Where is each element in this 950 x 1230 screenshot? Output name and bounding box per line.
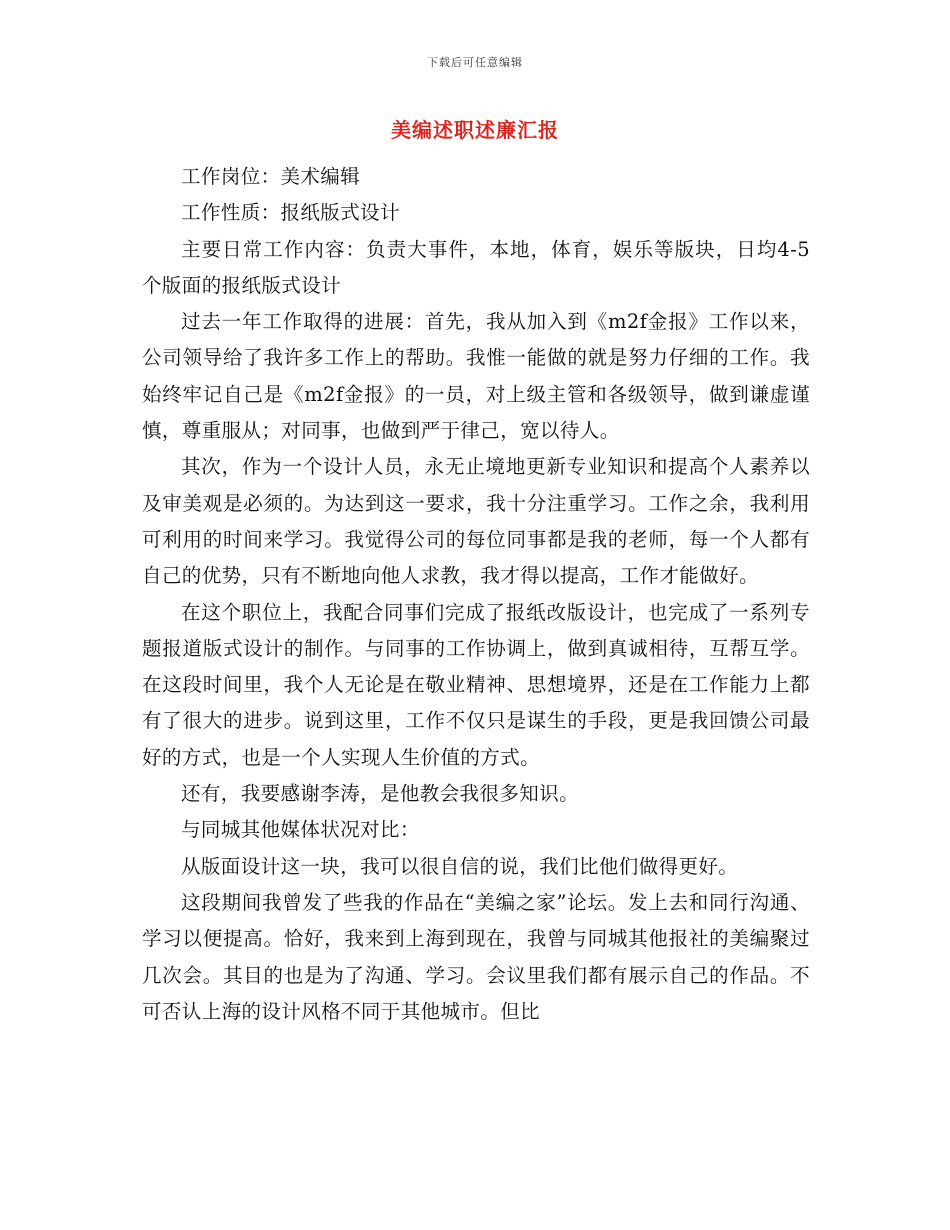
document-title: 美编述职述廉汇报 xyxy=(391,118,559,142)
paragraph-daily-work: 主要日常工作内容：负责大事件，本地，体育，娱乐等版块，日均4-5个版面的报纸版式设计 xyxy=(142,237,810,297)
page-header-note: 下载后可任意编辑 xyxy=(427,56,523,69)
paragraph-nature: 工作性质：报纸版式设计 xyxy=(181,201,400,225)
paragraph-comparison: 从版面设计这一块，我可以很自信的说，我们比他们做得更好。 xyxy=(181,854,739,878)
paragraph-learning: 其次，作为一个设计人员，永无止境地更新专业知识和提高个人素养以及审美观是必须的。为达到这一要求，我十分注重学习。工作之余，我利用可利用的时间来学习。我觉得公司的每位同事都是我的老师，每一个人都有自己的优势，只有不断地向他人求教，我才得以提高，工作才能做好。 xyxy=(142,455,810,588)
document-body xyxy=(142,159,810,1030)
paragraph-redesign: 在这个职位上，我配合同事们完成了报纸改版设计，也完成了一系列专题报道版式设计的制作。与同事的工作协调上，做到真诚相待，互帮互学。在这段时间里，我个人无论是在敬业精神、思想境界，还是在工作能力上都有了很大的进步。说到这里，工作不仅只是谋生的手段，更是我回馈公司最好的方式，也是一个人实现人生价值的方式。 xyxy=(142,600,810,769)
paragraph-thanks: 还有，我要感谢李涛，是他教会我很多知识。 xyxy=(181,782,580,806)
paragraph-position: 工作岗位：美术编辑 xyxy=(181,165,361,188)
paragraph-forum: 这段期间我曾发了些我的作品在“美编之家”论坛。发上去和同行沟通、学习以便提高。恰好，我来到上海到现在，我曾与同城其他报社的美编聚过几次会。其目的也是为了沟通、学习。会议里我们都有展示自己的作品。不可否认上海的设计风格不同于其他城市。但比 xyxy=(142,890,810,1023)
paragraph-comparison-heading: 与同城其他媒体状况对比： xyxy=(181,818,420,842)
paragraph-progress: 过去一年工作取得的进展：首先，我从加入到《m2f金报》工作以来，公司领导给了我许多工作上的帮助。我惟一能做的就是努力仔细的工作。我始终牢记自己是《m2f金报》的一员，对上级主管和各级领导，做到谦虚谨慎，尊重服从；对同事，也做到严于律己，宽以待人。 xyxy=(142,310,810,443)
